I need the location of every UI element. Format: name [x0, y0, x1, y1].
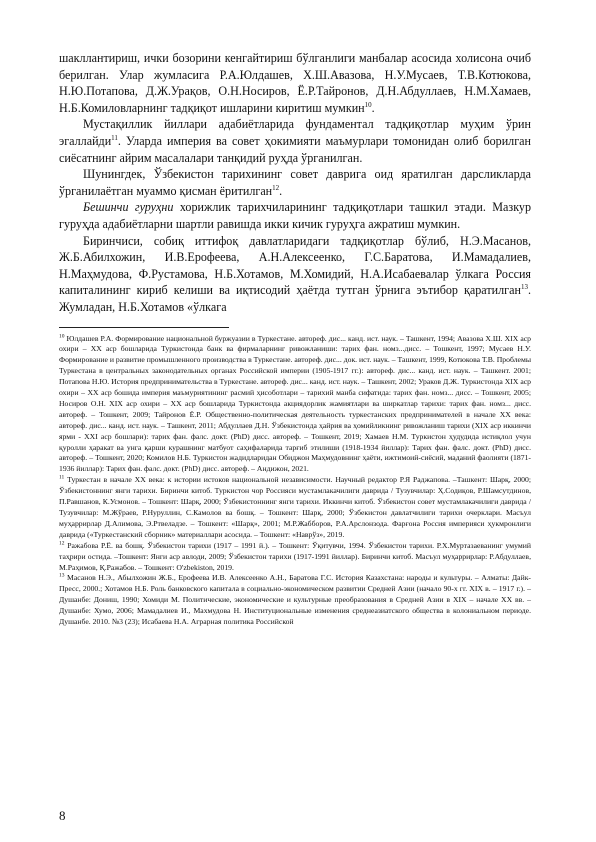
paragraph-5: [59, 233, 531, 316]
footnote-ref-11[interactable]: 11: [111, 133, 118, 142]
paragraph-5-end: . Жумладан, Н.Б.Хотамов «ўлкага: [59, 283, 531, 314]
footnote-text: Туркестан в начале XX века: к истории истоков национальной независимости. Научный редактор Р.Я Раджапова. –Ташкент: Шарқ, 2000; Ўзбекистоннинг янги тарихи. Биринчи китоб. Туркистон чор Россияси мустамлакачилиги даврида / Тузувчилар: Ҳ.Содиқов, Р.Шамсутдинов, П.Равшанов, К.Усмонов. – Тошкент: Шарқ, 2000; Ўзбекистоннинг янги тарихи. Иккинчи китоб. Ўзбекистон совет мустамлакачилиги даврида / Тузувчилар: М.Жўраев, Р.Нуруллин, С.Камолов ва бошқ. – Тошкент: Шарқ, 2000; Ўзбекистон давлатчилиги тарихи очерклари. Масъул муҳаррирлар Д.Алимова, Э.Ртвеладзе. – Тошкент: «Шарқ», 2001; М.Р.Жабборов, Р.А.Арслонзода. Фарғона Россия империяси ҳукмронлиги даврида («Туркестанский сборник» материаллари асосида. – Тошкент: «Наврўз», 2019.: [59, 475, 531, 539]
footnote-text: Юлдашев Р.А. Формирование национальной буржуазии в Туркестане. автореф. дис... канд. ист. наук. – Ташкент, 1994; Авазова Х.Ш. XIX аср охири – XX аср бошларида Туркистонда банк ва фирмаларнинг ривожланиши: тарих фан. номз...дисс. – Тошкент, 1997; Мусаев Н.У. Формирование и развитие промышленного производства в Туркестане. автореф. дис... док. ист. наук. – Ташкент, 1999, Котюкова Т.В. Проблемы Туркестана в центральных законодательных органах Российской империи (1905-1917 гг.): автореф. дис... канд. ист. наук. – Ташкент. 2001; Потапова Н.Ю. История предпринимательства в Туркестане. автореф. дис... канд. ист. наук. – Ташкент, 2002; Ураков Д.Ж. Туркистонда XIX аср охири – XX аср бошида империя маъмуриятининг расмий ҳисоботлари – тарихий манба сифатида: тарих фан. номз... дисс. – Тошкент, 2005; Носиров О.Н. XIX аср охири – XX аср бошларида Туркистонда акциядорлик жамиятлари ва ширкатлар тарихи: тарих фан. номз... дисс. автореф. – Тошкент, 2009; Тайронов Ё.Р. Общественно-политическая деятельность туркестанских предпринимателей в начале XX века: автореф. дис... канд. ист. наук. – Ташкент, 2011; Абдуллаев Д.Н. Ўзбекистонда ҳайрия ва ҳомийликнинг ривожланиш тарихи (XIX аср иккинчи ярми - XXI аср бошлари): тарих фан. фалс. докт. (PhD) дисс. автореф. – Тошкент, 2019; Хамаев Н.М. Туркистон ҳудудида истиқлол учун қуролли ҳаракат ва унга қарши курашнинг матбуот саҳифаларида тарғиб этилиши (1918-1934 йиллар): Тарих фан. фалс. докт. (PhD) дисс. автореф. – Тошкент, 2020; Комилов Н.Б. Туркистон жадидларидан Обиджон Маҳмудовнинг ҳаёти, ижтимоий-сиёсий, маданий фаолияти (1871-1936 йиллар): Тарих фан. фалс. докт. (PhD) дисс. автореф. – Андижон, 2021.: [59, 333, 531, 474]
paragraph-2: [59, 116, 531, 166]
paragraph-4-text: хорижлик тарихчиларининг тадқиқотлари ташкил этади. Мазкур гуруҳда адабиётларни шартли равишда икки кичик гуруҳга ажратиш мумкин.: [59, 200, 531, 231]
footnote-number: 13: [59, 572, 65, 579]
document-page: [59, 50, 531, 628]
footnote-number: 10: [59, 332, 65, 339]
footnote-separator: [59, 327, 229, 328]
footnote-text: Ражабова Р.Ё. ва бошқ. Ўзбекистон тарихи (1917 – 1991 й.). – Тошкент: Ўқитувчи, 1994. Ўзбекистон тарихи. Р.Х.Муртазаеванинг умумий таҳрири остида. –Тошкент: Янги аср авлоди, 2009; Ўзбекистон тарихи (1917-1991 йиллар). Биринчи китоб. Масъул муҳаррирлар: Р.Абдуллаев, М.Раҳимов, Қ.Ражабов. – Тошкент: O'zbekiston, 2019.: [59, 540, 531, 572]
paragraph-1-text: шакллантириш, ички бозорини кенгайтириш бўлганлиги манбалар асосида холисона очиб берилган. Улар жумласига Р.А.Юлдашев, Х.Ш.Авазова, Н.У.Мусаев, Т.В.Котюкова, Н.Ю.Потапова, Д.Ж.Урақов, О.Н.Носиров, Ё.Р.Тайронов, Д.Н.Абдуллаев, Н.М.Хамаев, Н.Б.Комиловларнинг тадқиқот ишларини киритиш мумкин: [59, 51, 531, 115]
paragraph-3-text: Шунингдек, Ўзбекистон тарихининг совет даврига оид яратилган дарсликларда ўрганилаётган муаммо қисман ёритилган: [59, 167, 531, 198]
footnote-text: Масанов Н.Э., Абылхожин Ж.Б., Ерофеева И.В. Алексеенко А.Н., Баратова Г.С. История Казахстана: народы и культуры. – Алматы: Дайк-Пресс, 2000.; Хотамов Н.Б. Роль банковского капитала в социально-экономическом развитии Средней Азии (начало 90-х гг. XIX в. – 1917 г.). – Душанбе: Дониш, 1990; Хомиди М. Политические, экономические и культурные преобразования в Средней Азии в XIX – начале XX вв. – Душанбе: Хумо, 2006; Мамадалиев И., Махмудова Н. Институциональные изменения среднеазиатского общества в колониальном периоде. Душанбе. 2010. №3 (23); Исабаева Н.А. Аграрная политика Российской: [59, 573, 531, 627]
footnote-ref-10[interactable]: 10: [364, 100, 372, 109]
paragraph-5-text: Биринчиси, собиқ иттифоқ давлатларидаги тадқиқотлар бўлиб, Н.Э.Масанов, Ж.Б.Абилхожин, И.В.Ерофеева, А.Н.Алексеенко, Г.С.Баратова, И.Мамадалиев, Н.Маҳмудова, Ф.Рустамова, Н.Б.Хотамов, М.Хомидий, Н.А.Исабаевалар ўлкага Россия капиталининг кириб келиши ва иқтисодий ҳаётда тутган ўрнига эътибор қаратилган: [59, 233, 531, 298]
footnote-number: 11: [59, 474, 65, 481]
footnote-number: 12: [59, 540, 65, 547]
footnote-ref-13[interactable]: 13: [520, 283, 528, 292]
paragraph-2-end: . Уларда империя ва совет ҳокимияти маъмурлари томонидан олиб борилган сиёсатнинг айрим масалалари танқидий руҳда ўрганилган.: [59, 133, 531, 165]
paragraph-1: [59, 50, 531, 116]
main-text: [59, 50, 531, 316]
footnote-ref-12[interactable]: 12: [272, 183, 280, 192]
paragraph-1-end: .: [371, 100, 375, 115]
paragraph-3-end: .: [279, 183, 283, 198]
paragraph-2-text: Мустақиллик йиллари адабиётларида фундаментал тадқиқотлар муҳим ўрин эгаллайди: [59, 117, 531, 148]
paragraph-4: [59, 199, 531, 232]
paragraph-3: [59, 166, 531, 199]
paragraph-4-italic: Бешинчи гуруҳни: [83, 200, 174, 215]
footnote-11: [59, 475, 531, 540]
page-number: 8: [59, 808, 66, 823]
footnotes: [59, 334, 531, 628]
footnote-12: [59, 541, 531, 574]
footnote-10: [59, 334, 531, 476]
footnote-13: [59, 573, 531, 628]
